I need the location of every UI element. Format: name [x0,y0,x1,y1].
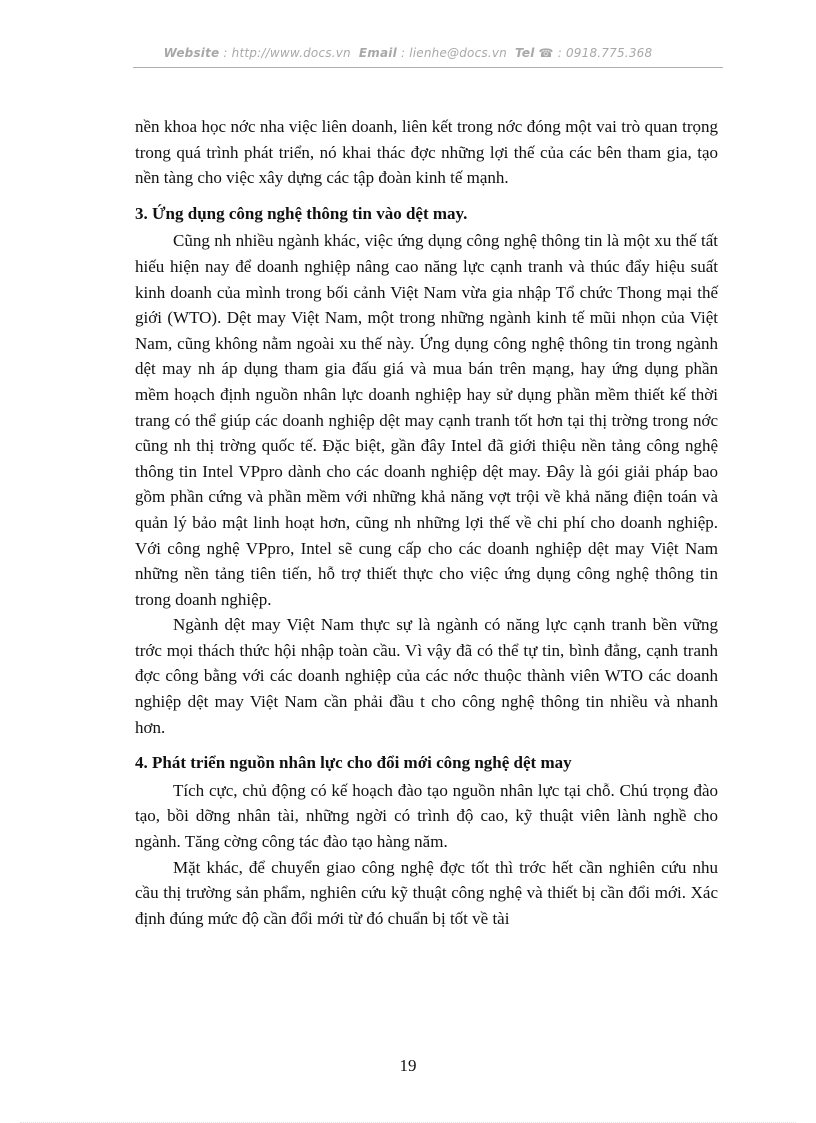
page-body [135,114,718,931]
section-4-heading: 4. Phát triển nguồn nhân lực cho đổi mới công nghệ dệt may [135,753,572,773]
page-number: 19 [399,1056,417,1075]
website-url[interactable]: : http://www.docs.vn [223,46,351,60]
tel-value: ☎ : 0918.775.368 [538,46,653,60]
section-3-paragraph-2: Ngành dệt may Việt Nam thực sự là ngành có năng lực cạnh tranh bền vững trớc mọi thách thức hội nhập toàn cầu. Vì vậy đã có thể tự tin, bình đẳng, cạnh tranh đợc công bằng với các doanh nghiệp của các nớc thuộc thành viên WTO các doanh nghiệp dệt may Việt Nam cần phải đầu t cho công nghệ thông tin nhiều và nhanh hơn. [135,615,718,737]
header-divider [133,67,723,68]
section-3-paragraph-1: Cũng nh nhiều ngành khác, việc ứng dụng công nghệ thông tin là một xu thế tất hiếu hiện nay để doanh nghiệp nâng cao năng lực cạnh tranh và thúc đẩy hiệu suất kinh doanh của mình trong bối cảnh Việt Nam vừa gia nhập Tổ chức Thong mại thế giới (WTO). Dệt may Việt Nam, một trong những ngành kinh tế mũi nhọn của Việt Nam, cũng không nằm ngoài xu thế này. Ứng dụng công nghệ thông tin trong ngành dệt may nh áp dụng tham gia đấu giá và mua bán trên mạng, hay ứng dụng phần mềm hoạch định nguồn nhân lực doanh nghiệp hay sử dụng phần mềm thiết kế thời trang có thể giúp các doanh nghiệp dệt may cạnh tranh tốt hơn tại thị trờng trong nớc cũng nh thị trờng quốc tế. Đặc biệt, gần đây Intel đã giới thiệu nền tảng công nghệ thông tin Intel VPpro dành cho các doanh nghiệp dệt may. Đây là gói giải pháp bao gồm phần cứng và phần mềm với những khả năng vợt trội về khả năng điện toán và quản lý bảo mật linh hoạt hơn, cũng nh những lợi thế về chi phí cho doanh nghiệp. Với công nghệ VPpro, Intel sẽ cung cấp cho các doanh nghiệp dệt may Việt Nam những nền tảng tiên tiến, hỗ trợ thiết thực cho việc ứng dụng công nghệ thông tin trong doanh nghiệp. [135,231,718,609]
email-label: Email [358,46,397,60]
section-4-paragraph-1: Tích cực, chủ động có kế hoạch đào tạo nguồn nhân lực tại chỗ. Chú trọng đào tạo, bồi dỡng nhân tài, những ngời có trình độ cao, kỹ thuật viên lành nghề cho ngành. Tăng cờng công tác đào tạo hàng năm. [135,780,718,852]
section-4-paragraph-2: Mặt khác, để chuyển giao công nghệ đợc tốt thì trớc hết cần nghiên cứu nhu cầu thị trường sản phẩm, nghiên cứu kỹ thuật công nghệ và thiết bị cần đổi mới. Xác định đúng mức độ cần đổi mới từ đó chuẩn bị tốt về tài [135,857,718,928]
tel-label: Tel [515,46,535,60]
intro-paragraph: nền khoa học nớc nha việc liên doanh, liên kết trong nớc đóng một vai trò quan trọng trong quá trình phát triển, nó khai thác đợc những lợi thế của các bên tham gia, tạo nền tàng cho việc xây dựng các tập đoàn kinh tế mạnh. [135,117,718,188]
page-header [0,46,816,60]
email-value[interactable]: : lienhe@docs.vn [400,46,507,60]
section-3-heading: 3. Ứng dụng công nghệ thông tin vào dệt may. [135,203,468,223]
website-label: Website [163,46,220,60]
